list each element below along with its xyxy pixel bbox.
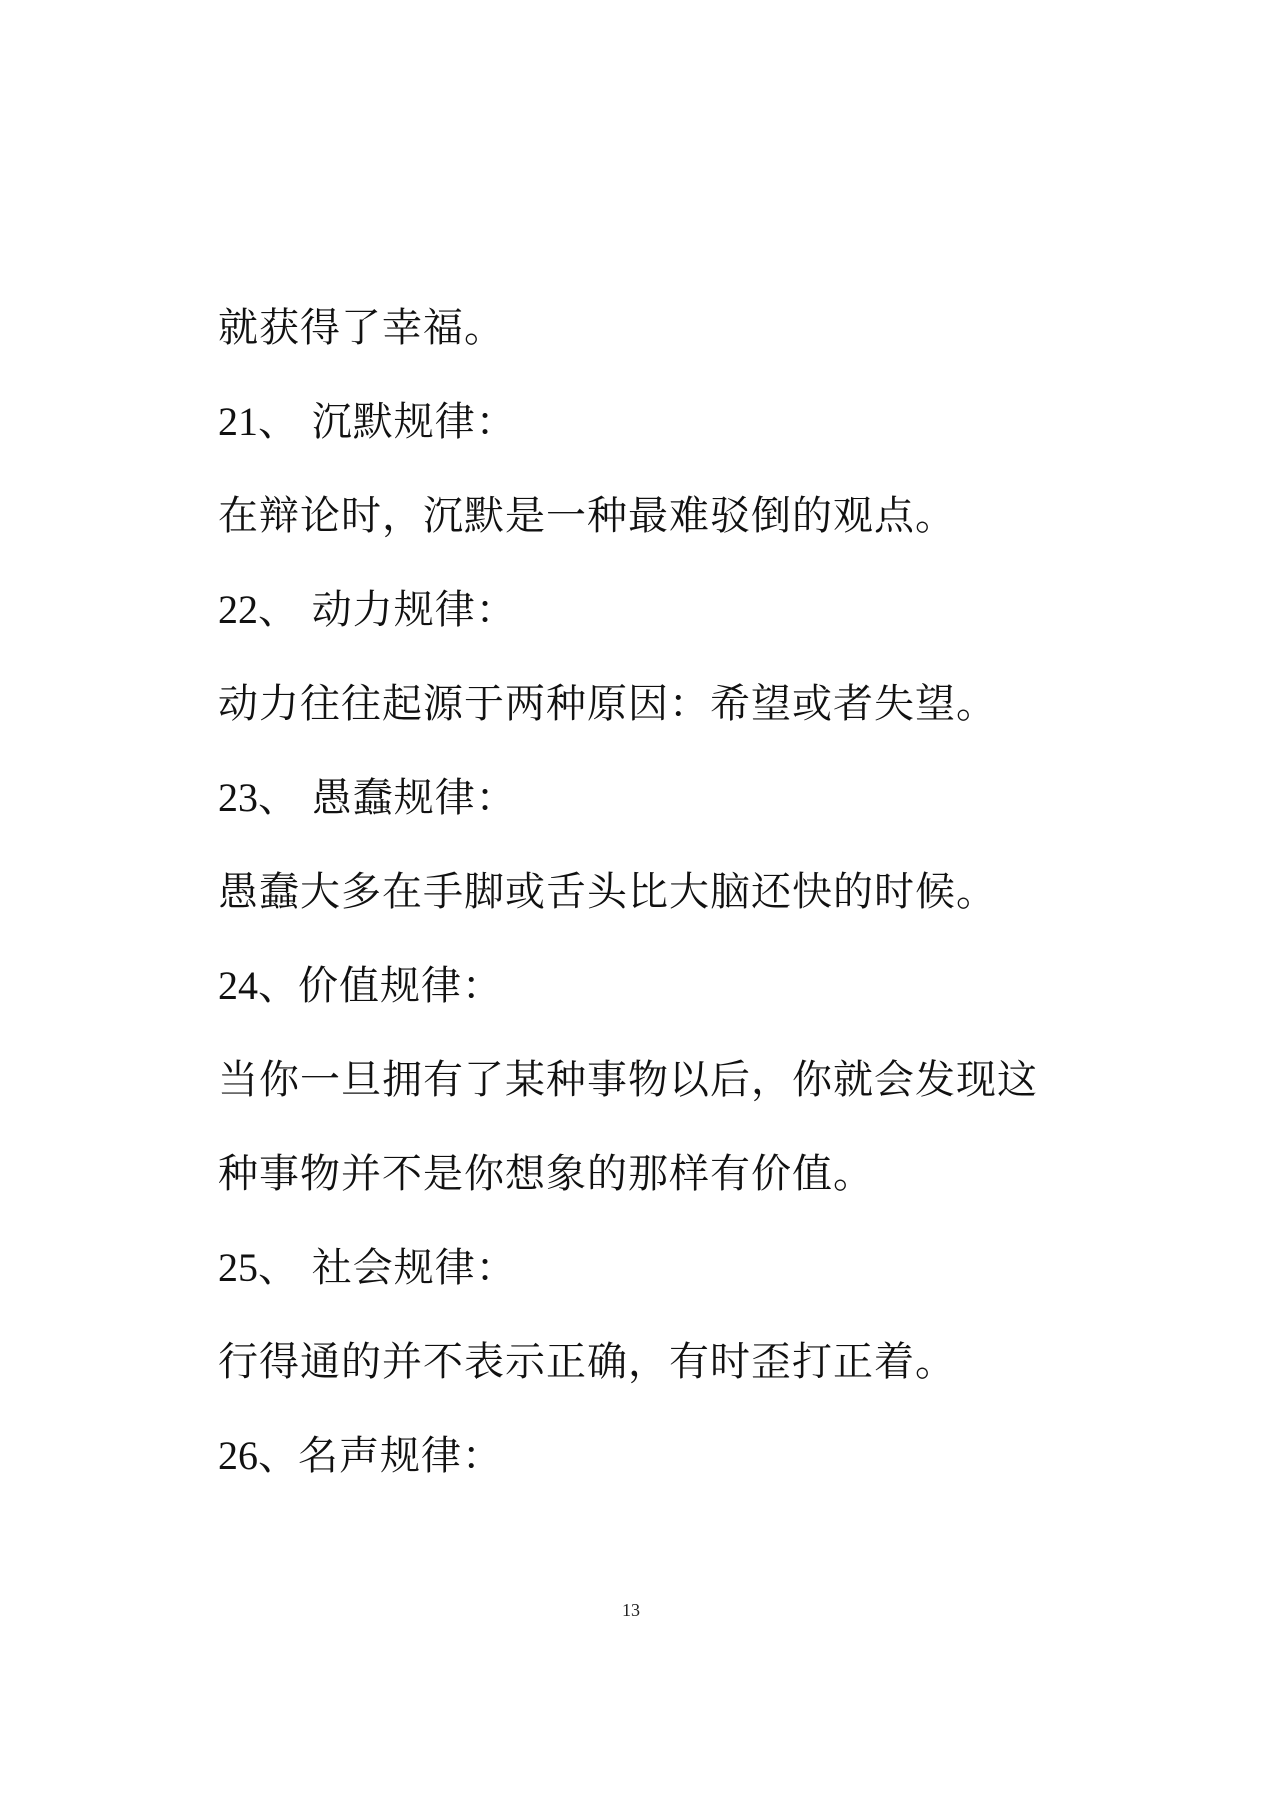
paragraph-line — [218, 862, 997, 922]
body-text: 就获得了幸福。 — [218, 305, 505, 351]
heading-number: 22、 — [218, 587, 298, 632]
heading-title: 愚蠢规律： — [298, 775, 517, 821]
heading-title: 动力规律： — [298, 587, 517, 633]
body-text: 当你一旦拥有了某种事物以后，你就会发现这 — [218, 1057, 1038, 1103]
section-heading-23 — [218, 768, 517, 828]
heading-title: 名声规律： — [298, 1433, 503, 1479]
body-text: 在辩论时，沉默是一种最难驳倒的观点。 — [218, 493, 956, 539]
body-text: 愚蠢大多在手脚或舌头比大脑还快的时候。 — [218, 869, 997, 915]
heading-number: 25、 — [218, 1245, 298, 1290]
paragraph-line — [218, 486, 956, 546]
body-text: 动力往往起源于两种原因：希望或者失望。 — [218, 681, 997, 727]
heading-number: 26、 — [218, 1433, 298, 1478]
section-heading-22 — [218, 580, 517, 640]
heading-number: 21、 — [218, 399, 298, 444]
paragraph-line — [218, 1050, 1038, 1110]
section-heading-24 — [218, 956, 503, 1016]
heading-title: 价值规律： — [298, 963, 503, 1009]
body-text: 行得通的并不表示正确，有时歪打正着。 — [218, 1339, 956, 1385]
paragraph-line — [218, 1144, 874, 1204]
heading-title: 社会规律： — [298, 1245, 517, 1291]
paragraph-line — [218, 674, 997, 734]
paragraph-line — [218, 1332, 956, 1392]
heading-title: 沉默规律： — [298, 399, 517, 445]
section-heading-26 — [218, 1426, 503, 1486]
heading-number: 24、 — [218, 963, 298, 1008]
section-heading-25 — [218, 1238, 517, 1298]
page-number: 13 — [622, 1600, 640, 1620]
paragraph-line — [218, 298, 505, 358]
heading-number: 23、 — [218, 775, 298, 820]
body-text: 种事物并不是你想象的那样有价值。 — [218, 1151, 874, 1197]
section-heading-21 — [218, 392, 517, 452]
